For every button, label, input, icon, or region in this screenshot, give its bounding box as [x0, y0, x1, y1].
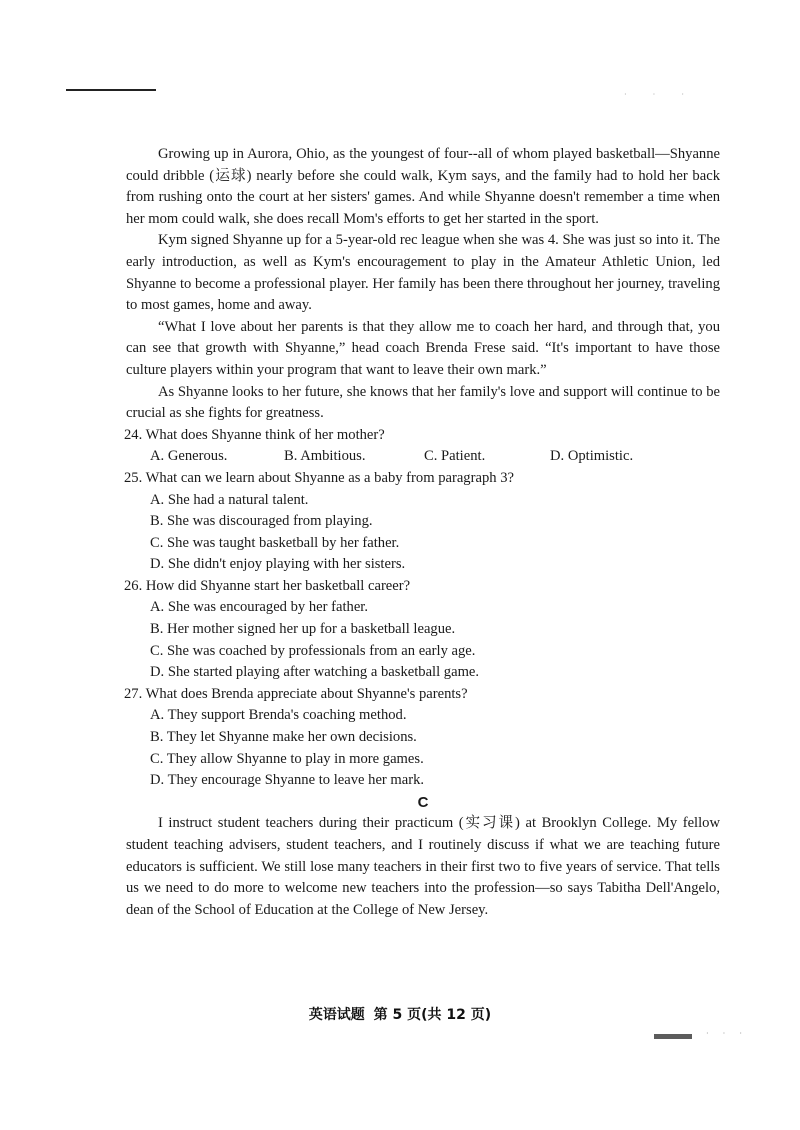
question-24 [126, 425, 720, 468]
option-c[interactable]: C. They allow Shyanne to play in more games. [150, 750, 424, 767]
question-25 [126, 468, 720, 576]
option-b[interactable]: B. She was discouraged from playing. [150, 513, 373, 530]
section-c-paragraph: I instruct student teachers during their practicum (实习课) at Brooklyn College. My fellow student teaching advisers, student teachers, and I routinely discuss if what we are teaching future educators is sufficient. We still lose many teachers in their first two to five years of service. That tells us we need to do more to welcome new teachers into the profession—so says Tabitha Dell'Angelo, dean of the School of Education at the College of New Jersey. [126, 815, 720, 918]
question-27 [126, 684, 720, 792]
paragraph-1: Growing up in Aurora, Ohio, as the youngest of four--all of whom played basketball—Shyanne could dribble (运球) nearly before she could walk, Kym says, and the family had to hold her back from rushing onto the court at her sisters' games. And while Shyanne doesn't remember a time when her mom could walk, she does recall Mom's efforts to get her started in the sport. [126, 146, 720, 227]
paragraph-4: As Shyanne looks to her future, she knows that her family's love and support will continue to be crucial as she fights for greatness. [126, 383, 720, 422]
question-stem: 26. How did Shyanne start her basketball career? [124, 577, 411, 594]
option-d[interactable]: D. She didn't enjoy playing with her sisters. [150, 556, 406, 573]
page-footer [0, 1004, 800, 1024]
section-heading-c: C [417, 793, 429, 811]
option-c[interactable]: C. Patient. [424, 448, 486, 465]
question-stem: 27. What does Brenda appreciate about Shyanne's parents? [124, 685, 468, 702]
passage-b [126, 144, 720, 921]
scanner-mark [654, 1034, 692, 1039]
scan-specks: · · · [624, 90, 696, 99]
corner-specks: · · · [706, 1029, 748, 1038]
footer-subject: 英语试题 [308, 1007, 365, 1023]
option-b[interactable]: B. Her mother signed her up for a basketball league. [150, 621, 456, 638]
option-a[interactable]: A. She had a natural talent. [150, 491, 309, 508]
question-stem: 24. What does Shyanne think of her mother? [124, 426, 385, 443]
option-c[interactable]: C. She was taught basketball by her father. [150, 534, 400, 551]
paragraph-2: Kym signed Shyanne up for a 5-year-old rec league when she was 4. She was just so into it. The early introduction, as well as Kym's encouragement to play in the Amateur Athletic Union, led Shyanne to become a professional player. Her family has been there throughout her journey, traveling to most games, home and away. [126, 232, 720, 314]
question-26 [126, 576, 720, 684]
option-a[interactable]: A. They support Brenda's coaching method. [150, 707, 407, 724]
option-d[interactable]: D. They encourage Shyanne to leave her mark. [150, 772, 425, 789]
options-row [126, 446, 720, 468]
footer-page-number: 第 5 页(共 12 页) [373, 1007, 492, 1023]
option-d[interactable]: D. Optimistic. [550, 448, 634, 465]
option-a[interactable]: A. Generous. [150, 448, 228, 465]
header-rule [66, 89, 156, 91]
option-b[interactable]: B. Ambitious. [284, 448, 366, 465]
option-d[interactable]: D. She started playing after watching a basketball game. [150, 664, 480, 681]
question-stem: 25. What can we learn about Shyanne as a baby from paragraph 3? [124, 469, 514, 486]
option-b[interactable]: B. They let Shyanne make her own decisions. [150, 729, 417, 746]
option-a[interactable]: A. She was encouraged by her father. [150, 599, 369, 616]
paragraph-3: “What I love about her parents is that they allow me to coach her hard, and through that, you can see that growth with Shyanne,” head coach Brenda Frese said. “It's important to have those culture players within your program that want to leave their own mark.” [126, 318, 720, 378]
option-c[interactable]: C. She was coached by professionals from an early age. [150, 642, 476, 659]
